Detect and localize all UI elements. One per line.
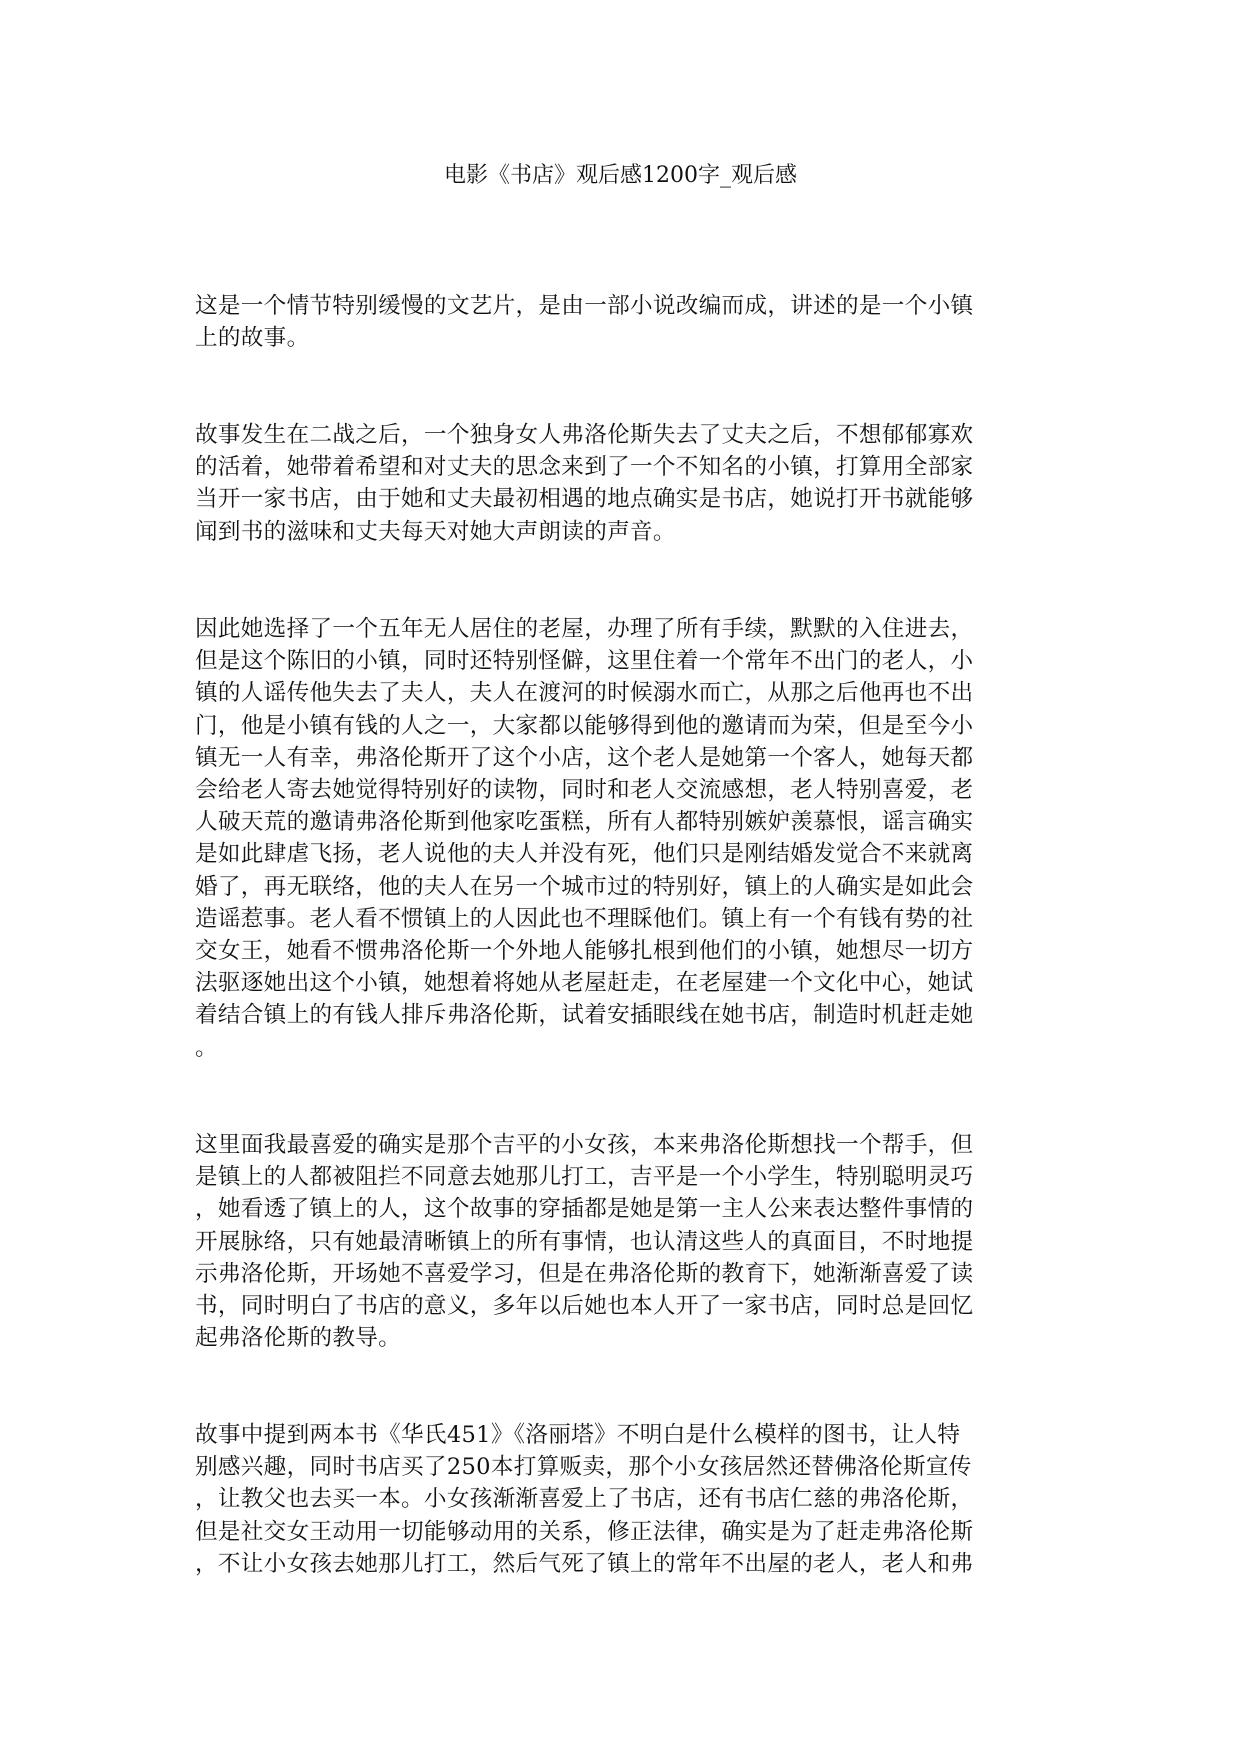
- paragraph-old-house: 因此她选择了一个五年无人居住的老屋，办理了所有手续，默默的入住进去， 但是这个陈旧的小镇，同时还特别怪僻，这里住着一个常年不出门的老人，小 镇的人谣传他失去了夫人，夫人在渡河的时候溺水而亡，从那之后他再也不出 门，他是小镇有钱的人之一，大家都以能够得到他的邀请而为荣，但是至今小 镇无一人有幸，弗洛伦斯开了这个小店，这个老人是她第一个客人，她每天都 会给老人寄去她觉得特别好的读物，同时和老人交流感想，老人特别喜爱，老 人破天荒的邀请弗洛伦斯到他家吃蛋糕，所有人都特别嫉妒羡慕恨，谣言确实 是如此肆虐飞扬，老人说他的夫人并没有死，他们只是刚结婚发觉合不来就离 婚了，再无联络，他的夫人在另一个城市过的特别好，镇上的人确实是如此会 造谣惹事。老人看不惯镇上的人因此也不理睬他们。镇上有一个有钱有势的社 交女王，她看不惯弗洛伦斯一个外地人能够扎根到他们的小镇，她想尽一切方 法驱逐她出这个小镇，她想着将她从老屋赶走，在老屋建一个文化中心，她试 着结合镇上的有钱人排斥弗洛伦斯，试着安插眼线在她书店，制造时机赶走她 。: [195, 616, 974, 1061]
- paragraph-story-setup: 故事发生在二战之后，一个独身女人弗洛伦斯失去了丈夫之后，不想郁郁寡欢 的活着，她带着希望和对丈夫的思念来到了一个不知名的小镇，打算用全部家 当开一家书店，由于她和丈夫最初相遇的地点确实是书店，她说打开书就能够 闻到书的滋味和丈夫每天对她大声朗读的声音。: [195, 422, 974, 545]
- paragraph-girl-character: 这里面我最喜爱的确实是那个吉平的小女孩，本来弗洛伦斯想找一个帮手，但 是镇上的人都被阻拦不同意去她那儿打工，吉平是一个小学生，特别聪明灵巧 ，她看透了镇上的人，这个故事的穿插都是她是第一主人公来表达整件事情的 开展脉络，只有她最清晰镇上的所有事情，也认清这些人的真面目，不时地提 示弗洛伦斯，开场她不喜爱学习，但是在弗洛伦斯的教育下，她渐渐喜爱了读 书，同时明白了书店的意义，多年以后她也本人开了一家书店，同时总是回忆 起弗洛伦斯的教导。: [195, 1132, 974, 1352]
- paragraph-books-mentioned: 故事中提到两本书《华氏451》《洛丽塔》不明白是什么模样的图书，让人特 别感兴趣，同时书店买了250本打算贩卖，那个小女孩居然还替佛洛伦斯宣传 ，让教父也去买一本。小女孩渐渐喜爱上了书店，还有书店仁慈的弗洛伦斯， 但是社交女王动用一切能够动用的关系，修正法律，确实是为了赶走弗洛伦斯 ，不让小女孩去她那儿打工，然后气死了镇上的常年不出屋的老人，老人和弗: [195, 1422, 974, 1577]
- paragraph-intro: 这是一个情节特别缓慢的文艺片，是由一部小说改编而成，讲述的是一个小镇 上的故事。: [195, 293, 974, 352]
- page-title: 电影《书店》观后感1200字_观后感: [444, 163, 797, 188]
